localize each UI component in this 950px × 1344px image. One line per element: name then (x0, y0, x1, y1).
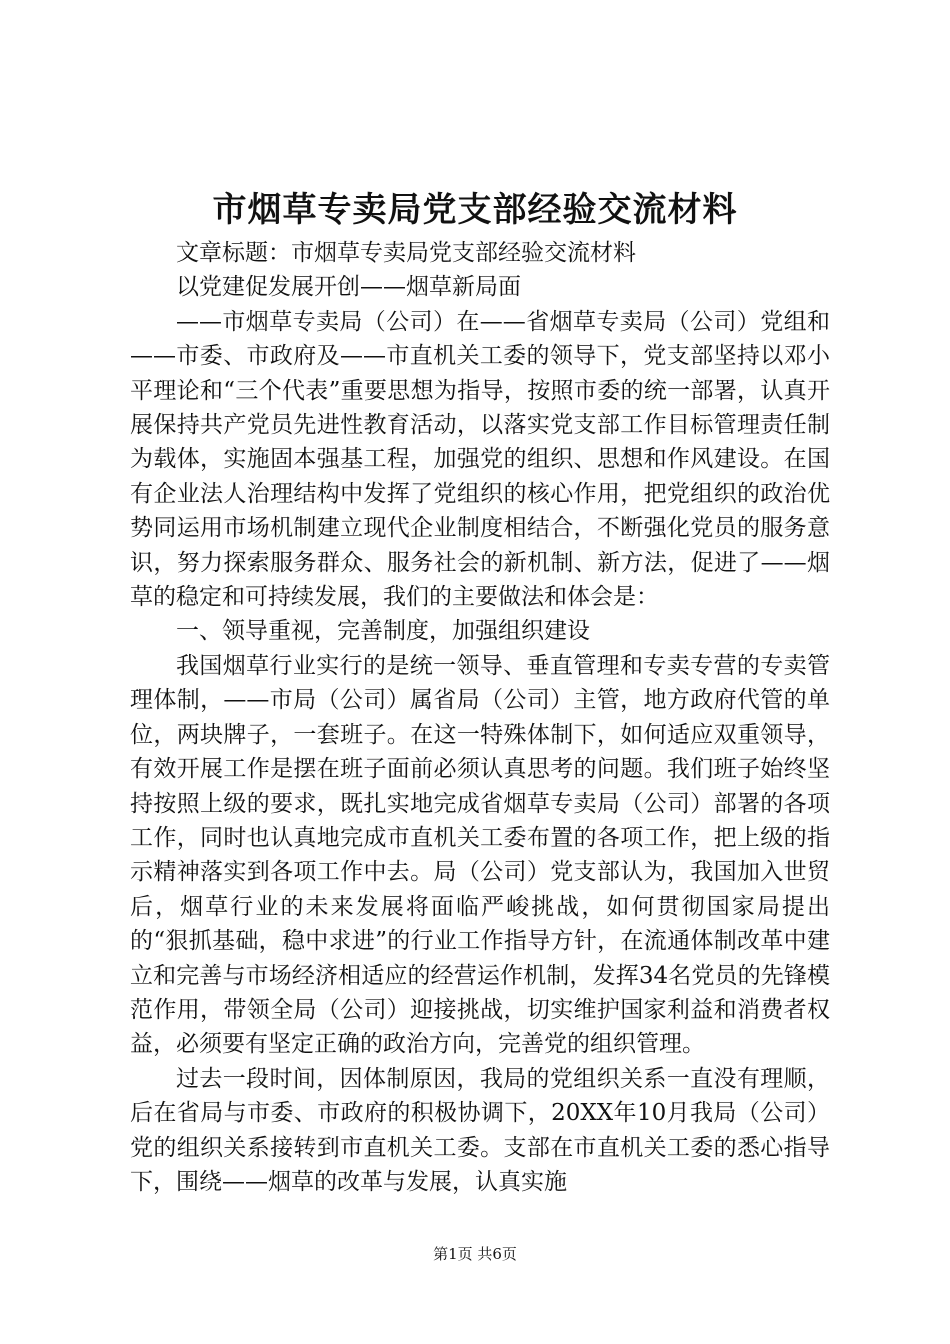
page-number: 第1页 共6页 (433, 1245, 517, 1263)
paragraph-subtitle: 以党建促发展开创——烟草新局面 (176, 274, 521, 301)
document-title: 市烟草专卖局党支部经验交流材料 (212, 190, 738, 230)
paragraph-article-title: 文章标题：市烟草专卖局党支部经验交流材料 (176, 240, 636, 266)
paragraph-section-1: 我国烟草行业实行的是统一领导、垂直管理和专卖专营的专卖管理体制，——市局（公司）属省局（公司）主管，地方政府代管的单位，两块牌子，一套班子。在这一特殊体制下，如何适应双重领导，有效开展工作是摆在班子面前必须认真思考的问题。我们班子始终坚持按照上级的要求，既扎实地完成省烟草专卖局（公司）部署的各项工作，同时也认真地完成市直机关工委布置的各项工作，把上级的指示精神落实到各项工作中去。局（公司）党支部认为，我国加入世贸后，烟草行业的未来发展将面临严峻挑战，如何贯彻国家局提出的“狠抓基础，稳中求进”的行业工作指导方针，在流通体制改革中建立和完善与市场经济相适应的经营运作机制，发挥34名党员的先锋模范作用，带领全局（公司）迎接挑战，切实维护国家利益和消费者权益，必须要有坚定正确的政治方向，完善党的组织管理。 (130, 652, 830, 1058)
paragraph-intro: ——市烟草专卖局（公司）在——省烟草专卖局（公司）党组和——市委、市政府及——市直机关工委的领导下，党支部坚持以邓小平理论和“三个代表”重要思想为指导，按照市委的统一部署，认真开展保持共产党员先进性教育活动，以落实党支部工作目标管理责任制为载体，实施固本强基工程，加强党的组织、思想和作风建设。在国有企业法人治理结构中发挥了党组织的核心作用，把党组织的政治优势同运用市场机制建立现代企业制度相结合，不断强化党员的服务意识，努力探索服务群众、服务社会的新机制、新方法，促进了——烟草的稳定和可持续发展，我们的主要做法和体会是： (130, 308, 830, 611)
section-heading-1: 一、领导重视，完善制度，加强组织建设 (176, 618, 590, 645)
paragraph-history: 过去一段时间，因体制原因，我局的党组织关系一直没有理顺，后在省局与市委、市政府的积极协调下，20XX年10月我局（公司）党的组织关系接转到市直机关工委。支部在市直机关工委的悉心指导下，围绕——烟草的改革与发展，认真实施 (130, 1065, 830, 1195)
document-body (130, 236, 830, 1199)
